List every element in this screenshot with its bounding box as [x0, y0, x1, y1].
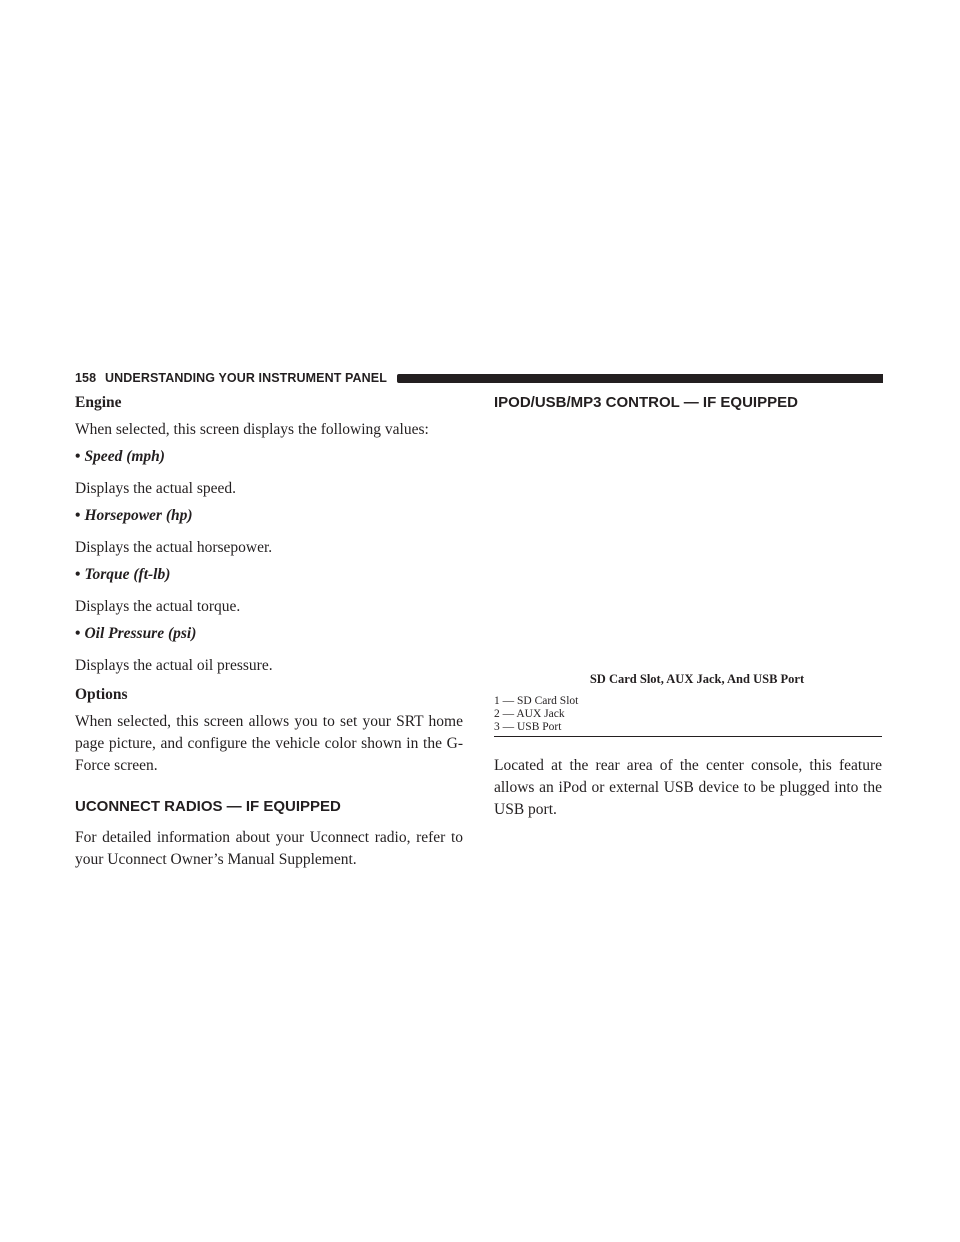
figure-area [494, 413, 882, 671]
page-number: 158 [75, 371, 97, 385]
ipod-body: Located at the rear area of the center console, this feature allows an iPod or external USB device to be plugged into the USB port. [494, 757, 882, 818]
header-rule [397, 374, 883, 383]
horsepower-desc: Displays the actual horsepower. [75, 539, 273, 556]
bullet-label: Oil Pressure (psi) [84, 625, 197, 642]
left-column [75, 393, 463, 871]
engine-intro: When selected, this screen displays the following values: [75, 421, 429, 438]
bullet-icon: • [75, 448, 81, 465]
options-text: When selected, this screen allows you to set your SRT home page picture, and configure the vehicle color shown in the G-Force screen. [75, 713, 463, 774]
figure-caption: SD Card Slot, AUX Jack, And USB Port [589, 672, 805, 686]
legend-rule [494, 736, 882, 737]
options-heading: Options [75, 686, 128, 703]
right-column [494, 393, 882, 821]
legend-item: 1 — SD Card Slot [494, 695, 579, 707]
bullet-label: Horsepower (hp) [84, 507, 193, 524]
bullet-oil-pressure [75, 624, 463, 644]
speed-desc: Displays the actual speed. [75, 480, 236, 497]
legend-item: 2 — AUX Jack [494, 708, 565, 720]
bullet-speed [75, 447, 463, 467]
bullet-label: Speed (mph) [84, 448, 165, 465]
oil-pressure-desc: Displays the actual oil pressure. [75, 657, 273, 674]
legend-item: 3 — USB Port [494, 721, 562, 733]
engine-heading: Engine [75, 394, 122, 411]
bullet-horsepower [75, 506, 463, 526]
bullet-torque [75, 565, 463, 585]
bullet-icon: • [75, 625, 81, 642]
bullet-label: Torque (ft-lb) [84, 566, 171, 583]
uconnect-text: For detailed information about your Uconnect radio, refer to your Uconnect Owner’s Manual Supplement. [75, 829, 463, 868]
figure-legend [494, 695, 882, 737]
torque-desc: Displays the actual torque. [75, 598, 241, 615]
uconnect-heading: UCONNECT RADIOS — IF EQUIPPED [75, 798, 341, 815]
header-title: UNDERSTANDING YOUR INSTRUMENT PANEL [105, 371, 387, 385]
bullet-icon: • [75, 566, 81, 583]
ipod-heading: IPOD/USB/MP3 CONTROL — IF EQUIPPED [494, 394, 798, 411]
page-header [75, 369, 883, 387]
bullet-icon: • [75, 507, 81, 524]
